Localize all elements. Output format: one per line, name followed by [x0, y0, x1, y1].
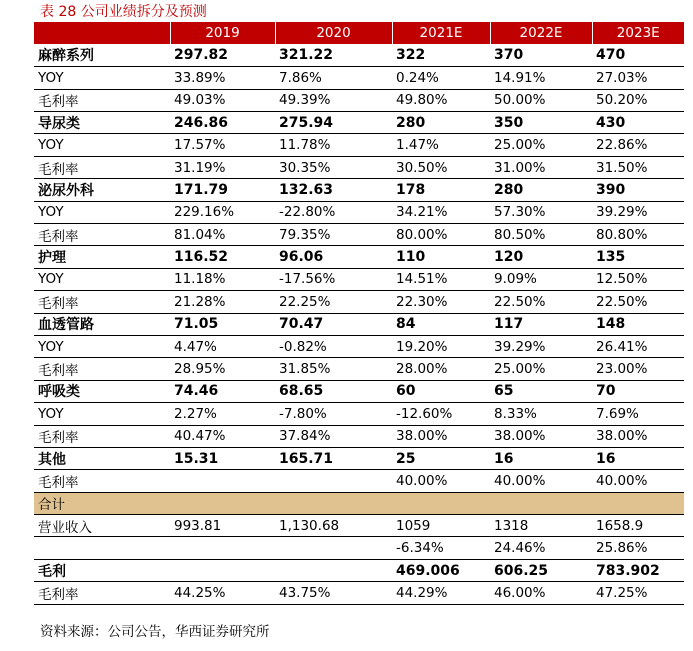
- table-cell: 22.50%: [592, 291, 684, 313]
- table-cell: 74.46: [170, 380, 275, 402]
- table-cell: 25.00%: [490, 358, 592, 380]
- table-cell: 12.50%: [592, 268, 684, 290]
- table-cell: -7.80%: [275, 403, 392, 425]
- table-cell: 39.29%: [490, 335, 592, 357]
- table-cell: 31.85%: [275, 358, 392, 380]
- header-cell: 2021E: [392, 22, 490, 44]
- table-cell: 16: [490, 447, 592, 469]
- table-cell: 17.57%: [170, 134, 275, 156]
- row-label: 其他: [34, 447, 170, 469]
- table-cell: 68.65: [275, 380, 392, 402]
- table-cell: [170, 537, 275, 559]
- table-cell: 469.006: [392, 559, 490, 581]
- table-cell: 81.04%: [170, 224, 275, 246]
- table-cell: 31.00%: [490, 156, 592, 178]
- table-cell: 16: [592, 447, 684, 469]
- table-cell: 40.00%: [592, 470, 684, 492]
- table-cell: 22.25%: [275, 291, 392, 313]
- table-cell: 390: [592, 179, 684, 201]
- table-cell: 322: [392, 44, 490, 66]
- category-row: [34, 559, 684, 581]
- table-cell: 25.00%: [490, 134, 592, 156]
- header-cell: 2019: [170, 22, 275, 44]
- row-label: 泌尿外科: [34, 179, 170, 201]
- table-cell: 178: [392, 179, 490, 201]
- table-cell: 23.00%: [592, 358, 684, 380]
- category-row: [34, 112, 684, 134]
- segment-rows: [34, 44, 684, 492]
- table-cell: 280: [392, 112, 490, 134]
- category-row: [34, 313, 684, 335]
- table-cell: 31.50%: [592, 156, 684, 178]
- table-cell: 57.30%: [490, 201, 592, 223]
- row-label: 血透管路: [34, 313, 170, 335]
- table-cell: [275, 470, 392, 492]
- table-cell: 34.21%: [392, 201, 490, 223]
- row-label: 护理: [34, 246, 170, 268]
- row-label: 呼吸类: [34, 380, 170, 402]
- header-cell: 2022E: [490, 22, 592, 44]
- row-label: 毛利率: [34, 89, 170, 111]
- table-cell: 38.00%: [592, 425, 684, 447]
- table-cell: 19.20%: [392, 335, 490, 357]
- header-cell: [34, 22, 170, 44]
- table-cell: 24.46%: [490, 537, 592, 559]
- table-row: [34, 515, 684, 537]
- table-cell: 50.00%: [490, 89, 592, 111]
- table-cell: 280: [490, 179, 592, 201]
- table-cell: 148: [592, 313, 684, 335]
- table-cell: 30.35%: [275, 156, 392, 178]
- row-label: 毛利率: [34, 470, 170, 492]
- table-row: [34, 67, 684, 89]
- table-cell: 60: [392, 380, 490, 402]
- row-label: 导尿类: [34, 112, 170, 134]
- row-label: 毛利率: [34, 425, 170, 447]
- table-cell: 44.29%: [392, 582, 490, 604]
- table-cell: 120: [490, 246, 592, 268]
- table-cell: 2.27%: [170, 403, 275, 425]
- table-cell: 1059: [392, 515, 490, 537]
- table-cell: 49.39%: [275, 89, 392, 111]
- table-cell: 470: [592, 44, 684, 66]
- row-label: 毛利率: [34, 156, 170, 178]
- total-label-row: [34, 492, 684, 514]
- table-cell: 7.69%: [592, 403, 684, 425]
- table-cell: 171.79: [170, 179, 275, 201]
- table-cell: 783.902: [592, 559, 684, 581]
- row-label: 营业收入: [34, 515, 170, 537]
- table-cell: 9.09%: [490, 268, 592, 290]
- table-cell: 1318: [490, 515, 592, 537]
- category-row: [34, 44, 684, 66]
- table-cell: 44.25%: [170, 582, 275, 604]
- table-cell: 606.25: [490, 559, 592, 581]
- category-row: [34, 179, 684, 201]
- table-cell: 7.86%: [275, 67, 392, 89]
- table-cell: 96.06: [275, 246, 392, 268]
- table-cell: 11.78%: [275, 134, 392, 156]
- row-label: 毛利率: [34, 358, 170, 380]
- table-cell: [275, 537, 392, 559]
- table-row: [34, 268, 684, 290]
- table-cell: 43.75%: [275, 582, 392, 604]
- row-label: YOY: [34, 201, 170, 223]
- table-cell: 14.91%: [490, 67, 592, 89]
- header-cell: 2023E: [592, 22, 684, 44]
- table-cell: -6.34%: [392, 537, 490, 559]
- forecast-table: [34, 22, 684, 605]
- table-cell: 8.33%: [490, 403, 592, 425]
- table-cell: 1.47%: [392, 134, 490, 156]
- table-cell: 1658.9: [592, 515, 684, 537]
- row-label: YOY: [34, 268, 170, 290]
- table-cell: 0.24%: [392, 67, 490, 89]
- row-label: 麻醉系列: [34, 44, 170, 66]
- table-cell: 28.95%: [170, 358, 275, 380]
- table-cell: 21.28%: [170, 291, 275, 313]
- table-cell: 84: [392, 313, 490, 335]
- table-cell: 26.41%: [592, 335, 684, 357]
- table-cell: 117: [490, 313, 592, 335]
- table-cell: 22.30%: [392, 291, 490, 313]
- table-row: [34, 403, 684, 425]
- table-cell: 70.47: [275, 313, 392, 335]
- table-cell: [275, 559, 392, 581]
- table-cell: 229.16%: [170, 201, 275, 223]
- table-cell: -17.56%: [275, 268, 392, 290]
- table-cell: 70: [592, 380, 684, 402]
- table-cell: [170, 470, 275, 492]
- header-cell: 2020: [275, 22, 392, 44]
- table-cell: -12.60%: [392, 403, 490, 425]
- table-row: [34, 134, 684, 156]
- table-cell: 116.52: [170, 246, 275, 268]
- table-cell: 40.00%: [490, 470, 592, 492]
- table-cell: 80.00%: [392, 224, 490, 246]
- table-cell: 1,130.68: [275, 515, 392, 537]
- table-cell: 46.00%: [490, 582, 592, 604]
- table-cell: 321.22: [275, 44, 392, 66]
- category-row: [34, 447, 684, 469]
- source-note: 资料来源：公司公告，华西证券研究所: [40, 624, 270, 640]
- table-cell: [170, 559, 275, 581]
- row-label: YOY: [34, 134, 170, 156]
- table-cell: 39.29%: [592, 201, 684, 223]
- total-section: [34, 492, 684, 514]
- row-label: 毛利率: [34, 582, 170, 604]
- table-cell: 30.50%: [392, 156, 490, 178]
- table-row: [34, 335, 684, 357]
- total-rows: [34, 515, 684, 605]
- table-cell: 37.84%: [275, 425, 392, 447]
- table-header-row: [34, 22, 684, 44]
- category-row: [34, 380, 684, 402]
- table-cell: 38.00%: [392, 425, 490, 447]
- total-label: 合计: [34, 492, 684, 514]
- table-row: [34, 470, 684, 492]
- table-cell: 71.05: [170, 313, 275, 335]
- table-title: 表 28 公司业绩拆分及预测: [40, 4, 207, 20]
- table-cell: 275.94: [275, 112, 392, 134]
- table-cell: -22.80%: [275, 201, 392, 223]
- table-cell: 14.51%: [392, 268, 490, 290]
- table-row: [34, 425, 684, 447]
- table-row: [34, 89, 684, 111]
- table-cell: 4.47%: [170, 335, 275, 357]
- table-cell: 47.25%: [592, 582, 684, 604]
- table-row: [34, 156, 684, 178]
- table-cell: 27.03%: [592, 67, 684, 89]
- table-cell: 11.18%: [170, 268, 275, 290]
- table-row: [34, 224, 684, 246]
- table-cell: 50.20%: [592, 89, 684, 111]
- table-cell: 297.82: [170, 44, 275, 66]
- table-row: [34, 358, 684, 380]
- table-cell: 135: [592, 246, 684, 268]
- table-cell: 165.71: [275, 447, 392, 469]
- row-label: YOY: [34, 403, 170, 425]
- table-cell: 22.50%: [490, 291, 592, 313]
- table-cell: 49.80%: [392, 89, 490, 111]
- table-cell: -0.82%: [275, 335, 392, 357]
- table-cell: 28.00%: [392, 358, 490, 380]
- table-cell: 246.86: [170, 112, 275, 134]
- category-row: [34, 246, 684, 268]
- table-row: [34, 537, 684, 559]
- table-cell: 15.31: [170, 447, 275, 469]
- row-label: YOY: [34, 335, 170, 357]
- table-cell: 40.00%: [392, 470, 490, 492]
- table-row: [34, 291, 684, 313]
- table-cell: 110: [392, 246, 490, 268]
- table-cell: 79.35%: [275, 224, 392, 246]
- table-cell: 49.03%: [170, 89, 275, 111]
- table-cell: 22.86%: [592, 134, 684, 156]
- row-label: 毛利: [34, 559, 170, 581]
- table-row: [34, 201, 684, 223]
- table-cell: 31.19%: [170, 156, 275, 178]
- table-cell: 80.50%: [490, 224, 592, 246]
- table-cell: 350: [490, 112, 592, 134]
- table-cell: 430: [592, 112, 684, 134]
- table-cell: 80.80%: [592, 224, 684, 246]
- row-label: [34, 537, 170, 559]
- table-cell: 132.63: [275, 179, 392, 201]
- table-cell: 33.89%: [170, 67, 275, 89]
- table-cell: 65: [490, 380, 592, 402]
- row-label: 毛利率: [34, 291, 170, 313]
- table-cell: 370: [490, 44, 592, 66]
- table-cell: 38.00%: [490, 425, 592, 447]
- table-row: [34, 582, 684, 604]
- table-cell: 993.81: [170, 515, 275, 537]
- table-cell: 25: [392, 447, 490, 469]
- table-cell: 40.47%: [170, 425, 275, 447]
- row-label: 毛利率: [34, 224, 170, 246]
- row-label: YOY: [34, 67, 170, 89]
- table-cell: 25.86%: [592, 537, 684, 559]
